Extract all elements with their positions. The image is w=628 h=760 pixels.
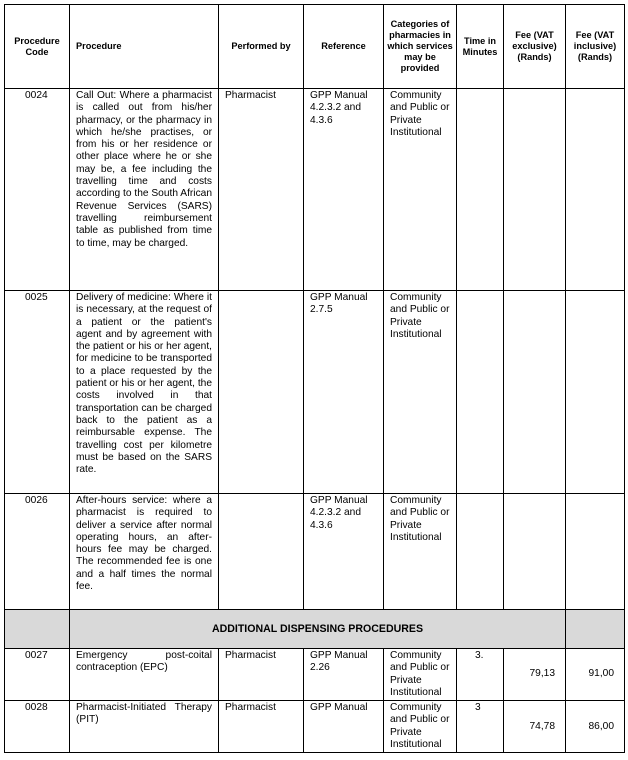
performed-by: Pharmacist (219, 89, 304, 291)
fee-vat-exclusive (504, 291, 566, 494)
time-minutes (457, 494, 504, 610)
table-row (5, 649, 625, 701)
fee-vat-exclusive (504, 89, 566, 291)
table-row (5, 291, 625, 494)
fee-vat-exclusive: 74,78 (504, 701, 566, 753)
fee-vat-inclusive: 86,00 (566, 701, 625, 753)
categories: Community and Public or Private Institutional (384, 494, 457, 610)
procedure-code: 0028 (5, 701, 70, 753)
fee-vat-inclusive: 91,00 (566, 649, 625, 701)
categories: Community and Public or Private Institutional (384, 291, 457, 494)
reference: GPP Manual 2.7.5 (304, 291, 384, 494)
procedure-code: 0025 (5, 291, 70, 494)
section-header-row (5, 610, 625, 649)
procedure-description: Emergency post-coital contraception (EPC) (70, 649, 219, 701)
procedure-description: Delivery of medicine: Where it is necessary, at the request of a patient or the patient's agent and by agreement with the patient or his or her agent, for medicine to be transported to a place requested by the patient or his or her agent, the costs involved in that transportation can be charged back to the patient as a reimbursable expense. The travelling cost per kilometre must be based on the SARS rate. (70, 291, 219, 494)
header-row (5, 5, 625, 89)
categories: Community and Public or Private Institutional (384, 649, 457, 701)
fee-vat-inclusive (566, 291, 625, 494)
reference: GPP Manual 4.2.3.2 and 4.3.6 (304, 494, 384, 610)
performed-by: Pharmacist (219, 701, 304, 753)
section-spacer (5, 610, 70, 649)
header-time: Time in Minutes (457, 5, 504, 89)
categories: Community and Public or Private Institutional (384, 701, 457, 753)
table-row (5, 701, 625, 753)
header-fee-excl: Fee (VAT exclusive) (Rands) (504, 5, 566, 89)
procedure-code: 0024 (5, 89, 70, 291)
reference: GPP Manual (304, 701, 384, 753)
time-minutes: 3 (457, 701, 504, 753)
table-row (5, 494, 625, 610)
procedure-fee-table (4, 4, 625, 753)
section-title: ADDITIONAL DISPENSING PROCEDURES (70, 610, 566, 649)
fee-vat-exclusive: 79,13 (504, 649, 566, 701)
reference: GPP Manual 2.26 (304, 649, 384, 701)
header-performed-by: Performed by (219, 5, 304, 89)
table-row (5, 89, 625, 291)
procedure-description: Call Out: Where a pharmacist is called out from his/her pharmacy, or the pharmacy in which he/she practises, or from his or her residence or other place where he or she may be, a fee including the travelling time and costs according to the South African Revenue Services (SARS) travelling reimbursement table as published from time to time, may be charged. (70, 89, 219, 291)
header-reference: Reference (304, 5, 384, 89)
fee-vat-exclusive (504, 494, 566, 610)
procedure-code: 0026 (5, 494, 70, 610)
header-procedure-code: Procedure Code (5, 5, 70, 89)
time-minutes (457, 89, 504, 291)
fee-vat-inclusive (566, 494, 625, 610)
section-spacer (566, 610, 625, 649)
procedure-description: After-hours service: where a pharmacist is required to deliver a service after normal operating hours, an after-hours fee may be charged. The recommended fee is one and a half times the normal fee. (70, 494, 219, 610)
categories: Community and Public or Private Institutional (384, 89, 457, 291)
header-fee-incl: Fee (VAT inclusive) (Rands) (566, 5, 625, 89)
time-minutes: 3. (457, 649, 504, 701)
time-minutes (457, 291, 504, 494)
procedure-code: 0027 (5, 649, 70, 701)
header-categories: Categories of pharmacies in which services may be provided (384, 5, 457, 89)
performed-by (219, 494, 304, 610)
procedure-description: Pharmacist-Initiated Therapy (PIT) (70, 701, 219, 753)
fee-vat-inclusive (566, 89, 625, 291)
performed-by (219, 291, 304, 494)
header-procedure: Procedure (70, 5, 219, 89)
reference: GPP Manual 4.2.3.2 and 4.3.6 (304, 89, 384, 291)
performed-by: Pharmacist (219, 649, 304, 701)
